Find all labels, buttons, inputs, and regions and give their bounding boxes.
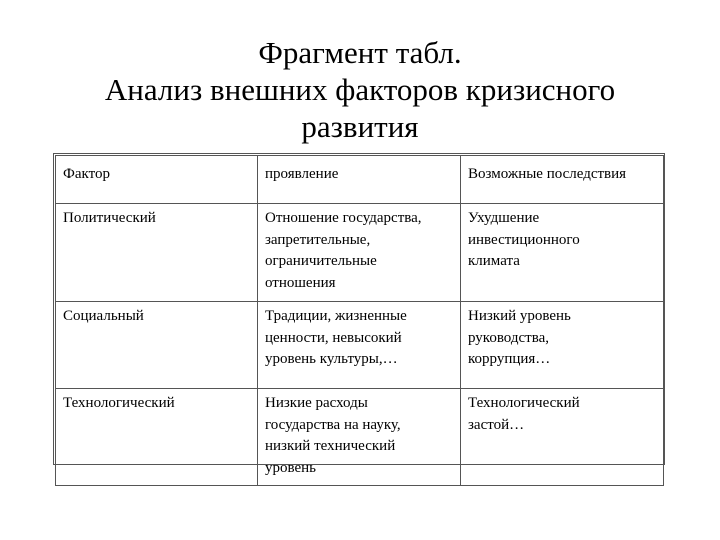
title-line-2: Анализ внешних факторов кризисного [104, 72, 616, 107]
cell-manifestation: Традиции, жизненные ценности, невысокий уровень культуры,… [258, 302, 461, 389]
table-row [56, 204, 664, 302]
cell-factor: Социальный [56, 302, 258, 389]
cell-consequences: Технологический застой… [461, 389, 664, 486]
header-manifestation: проявление [258, 156, 461, 204]
cell-factor: Технологический [56, 389, 258, 486]
table-header-row [56, 156, 664, 204]
cell-factor: Политический [56, 204, 258, 302]
cell-consequences: Ухудшение инвестиционного климата [461, 204, 664, 302]
header-consequences: Возможные последствия [461, 156, 664, 204]
factors-table [55, 155, 664, 486]
table-row [56, 302, 664, 389]
factors-table-frame [53, 153, 665, 476]
cell-manifestation: Отношение государства, запретительные, ограничительные отношения [258, 204, 461, 302]
slide-title [60, 34, 660, 145]
table-row [56, 389, 664, 486]
title-line-1: Фрагмент табл. [258, 35, 462, 70]
header-factor: Фактор [56, 156, 258, 204]
cell-consequences: Низкий уровень руководства, коррупция… [461, 302, 664, 389]
cell-manifestation: Низкие расходы государства на науку, низкий технический уровень [258, 389, 461, 486]
title-line-3: развития [301, 109, 419, 144]
